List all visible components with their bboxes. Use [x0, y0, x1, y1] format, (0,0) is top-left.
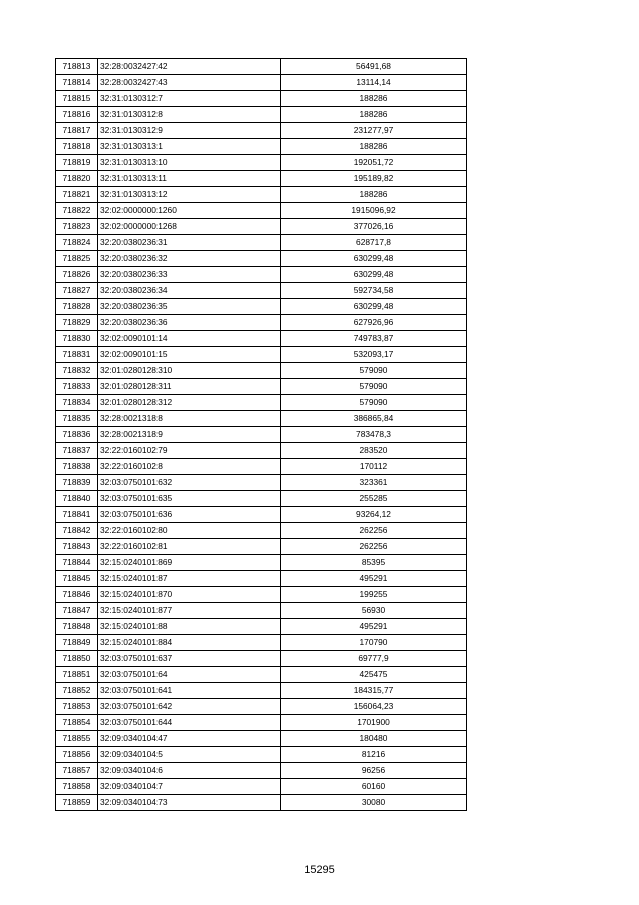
- row-id-cell: 718842: [56, 523, 98, 539]
- row-id-cell: 718814: [56, 75, 98, 91]
- table-row: [56, 379, 467, 395]
- table-row: [56, 523, 467, 539]
- row-id-cell: 718847: [56, 603, 98, 619]
- value-cell: 30080: [281, 795, 467, 811]
- value-cell: 323361: [281, 475, 467, 491]
- value-cell: 255285: [281, 491, 467, 507]
- value-cell: 93264,12: [281, 507, 467, 523]
- row-id-cell: 718836: [56, 427, 98, 443]
- row-id-cell: 718815: [56, 91, 98, 107]
- table-row: [56, 59, 467, 75]
- row-id-cell: 718851: [56, 667, 98, 683]
- value-cell: 184315,77: [281, 683, 467, 699]
- table-row: [56, 491, 467, 507]
- table-row: [56, 603, 467, 619]
- row-id-cell: 718826: [56, 267, 98, 283]
- value-cell: 749783,87: [281, 331, 467, 347]
- cadastral-number-cell: 32:15:0240101:877: [98, 603, 281, 619]
- cadastral-number-cell: 32:09:0340104:7: [98, 779, 281, 795]
- table-row: [56, 283, 467, 299]
- value-cell: 532093,17: [281, 347, 467, 363]
- value-cell: 192051,72: [281, 155, 467, 171]
- row-id-cell: 718816: [56, 107, 98, 123]
- row-id-cell: 718855: [56, 731, 98, 747]
- row-id-cell: 718843: [56, 539, 98, 555]
- row-id-cell: 718849: [56, 635, 98, 651]
- row-id-cell: 718833: [56, 379, 98, 395]
- table-row: [56, 795, 467, 811]
- cadastral-number-cell: 32:03:0750101:642: [98, 699, 281, 715]
- value-cell: 81216: [281, 747, 467, 763]
- table-row: [56, 427, 467, 443]
- cadastral-number-cell: 32:31:0130313:1: [98, 139, 281, 155]
- cadastral-number-cell: 32:03:0750101:637: [98, 651, 281, 667]
- value-cell: 96256: [281, 763, 467, 779]
- cadastral-number-cell: 32:22:0160102:8: [98, 459, 281, 475]
- row-id-cell: 718841: [56, 507, 98, 523]
- cadastral-number-cell: 32:22:0160102:80: [98, 523, 281, 539]
- cadastral-number-cell: 32:20:0380236:34: [98, 283, 281, 299]
- table-row: [56, 667, 467, 683]
- cadastral-number-cell: 32:03:0750101:636: [98, 507, 281, 523]
- value-cell: 199255: [281, 587, 467, 603]
- value-cell: 262256: [281, 523, 467, 539]
- table-row: [56, 187, 467, 203]
- row-id-cell: 718859: [56, 795, 98, 811]
- value-cell: 386865,84: [281, 411, 467, 427]
- row-id-cell: 718844: [56, 555, 98, 571]
- cadastral-number-cell: 32:28:0032427:43: [98, 75, 281, 91]
- table-row: [56, 139, 467, 155]
- cadastral-number-cell: 32:09:0340104:5: [98, 747, 281, 763]
- cadastral-number-cell: 32:31:0130312:7: [98, 91, 281, 107]
- cadastral-number-cell: 32:20:0380236:36: [98, 315, 281, 331]
- value-cell: 1915096,92: [281, 203, 467, 219]
- cadastral-number-cell: 32:22:0160102:79: [98, 443, 281, 459]
- table-row: [56, 203, 467, 219]
- cadastral-number-cell: 32:01:0280128:311: [98, 379, 281, 395]
- value-cell: 495291: [281, 619, 467, 635]
- table-row: [56, 635, 467, 651]
- cadastral-number-cell: 32:09:0340104:6: [98, 763, 281, 779]
- table-row: [56, 267, 467, 283]
- value-cell: 495291: [281, 571, 467, 587]
- table-row: [56, 395, 467, 411]
- table-row: [56, 155, 467, 171]
- table-row: [56, 251, 467, 267]
- row-id-cell: 718850: [56, 651, 98, 667]
- table-row: [56, 411, 467, 427]
- table-body: [56, 59, 467, 811]
- table-row: [56, 715, 467, 731]
- row-id-cell: 718827: [56, 283, 98, 299]
- cadastral-number-cell: 32:03:0750101:632: [98, 475, 281, 491]
- row-id-cell: 718858: [56, 779, 98, 795]
- row-id-cell: 718820: [56, 171, 98, 187]
- table-row: [56, 747, 467, 763]
- cadastral-number-cell: 32:15:0240101:870: [98, 587, 281, 603]
- row-id-cell: 718821: [56, 187, 98, 203]
- value-cell: 231277,97: [281, 123, 467, 139]
- value-cell: 170112: [281, 459, 467, 475]
- value-cell: 188286: [281, 187, 467, 203]
- table-row: [56, 571, 467, 587]
- cadastral-number-cell: 32:15:0240101:884: [98, 635, 281, 651]
- value-cell: 56491,68: [281, 59, 467, 75]
- cadastral-number-cell: 32:31:0130312:9: [98, 123, 281, 139]
- cadastral-number-cell: 32:02:0090101:14: [98, 331, 281, 347]
- row-id-cell: 718828: [56, 299, 98, 315]
- value-cell: 579090: [281, 363, 467, 379]
- table-row: [56, 107, 467, 123]
- row-id-cell: 718823: [56, 219, 98, 235]
- table-row: [56, 91, 467, 107]
- table-row: [56, 555, 467, 571]
- cadastral-number-cell: 32:09:0340104:47: [98, 731, 281, 747]
- cadastral-number-cell: 32:01:0280128:310: [98, 363, 281, 379]
- row-id-cell: 718856: [56, 747, 98, 763]
- table-row: [56, 587, 467, 603]
- value-cell: 579090: [281, 379, 467, 395]
- value-cell: 1701900: [281, 715, 467, 731]
- row-id-cell: 718840: [56, 491, 98, 507]
- cadastral-number-cell: 32:31:0130312:8: [98, 107, 281, 123]
- table-row: [56, 123, 467, 139]
- cadastral-number-cell: 32:28:0032427:42: [98, 59, 281, 75]
- row-id-cell: 718837: [56, 443, 98, 459]
- row-id-cell: 718813: [56, 59, 98, 75]
- cadastral-number-cell: 32:15:0240101:88: [98, 619, 281, 635]
- value-cell: 195189,82: [281, 171, 467, 187]
- row-id-cell: 718831: [56, 347, 98, 363]
- cadastral-number-cell: 32:03:0750101:64: [98, 667, 281, 683]
- row-id-cell: 718829: [56, 315, 98, 331]
- table-row: [56, 219, 467, 235]
- value-cell: 188286: [281, 107, 467, 123]
- row-id-cell: 718839: [56, 475, 98, 491]
- cadastral-number-cell: 32:20:0380236:32: [98, 251, 281, 267]
- table-row: [56, 331, 467, 347]
- row-id-cell: 718824: [56, 235, 98, 251]
- row-id-cell: 718832: [56, 363, 98, 379]
- row-id-cell: 718834: [56, 395, 98, 411]
- table-row: [56, 363, 467, 379]
- table-row: [56, 459, 467, 475]
- table-row: [56, 731, 467, 747]
- cadastral-number-cell: 32:22:0160102:81: [98, 539, 281, 555]
- cadastral-number-cell: 32:15:0240101:869: [98, 555, 281, 571]
- cadastral-number-cell: 32:20:0380236:33: [98, 267, 281, 283]
- row-id-cell: 718845: [56, 571, 98, 587]
- value-cell: 180480: [281, 731, 467, 747]
- row-id-cell: 718819: [56, 155, 98, 171]
- value-cell: 630299,48: [281, 251, 467, 267]
- cadastral-number-cell: 32:20:0380236:35: [98, 299, 281, 315]
- table-row: [56, 699, 467, 715]
- value-cell: 56930: [281, 603, 467, 619]
- row-id-cell: 718825: [56, 251, 98, 267]
- cadastral-number-cell: 32:02:0090101:15: [98, 347, 281, 363]
- value-cell: 188286: [281, 91, 467, 107]
- table-row: [56, 475, 467, 491]
- row-id-cell: 718838: [56, 459, 98, 475]
- row-id-cell: 718830: [56, 331, 98, 347]
- value-cell: 627926,96: [281, 315, 467, 331]
- cadastral-number-cell: 32:01:0280128:312: [98, 395, 281, 411]
- table-row: [56, 779, 467, 795]
- cadastral-number-cell: 32:31:0130313:12: [98, 187, 281, 203]
- value-cell: 592734,58: [281, 283, 467, 299]
- table-row: [56, 651, 467, 667]
- table-row: [56, 299, 467, 315]
- row-id-cell: 718822: [56, 203, 98, 219]
- value-cell: 283520: [281, 443, 467, 459]
- cadastral-number-cell: 32:28:0021318:9: [98, 427, 281, 443]
- value-cell: 170790: [281, 635, 467, 651]
- value-cell: 377026,16: [281, 219, 467, 235]
- value-cell: 628717,8: [281, 235, 467, 251]
- cadastral-number-cell: 32:20:0380236:31: [98, 235, 281, 251]
- row-id-cell: 718854: [56, 715, 98, 731]
- cadastral-number-cell: 32:02:0000000:1260: [98, 203, 281, 219]
- cadastral-number-cell: 32:31:0130313:10: [98, 155, 281, 171]
- table-row: [56, 235, 467, 251]
- value-cell: 630299,48: [281, 267, 467, 283]
- cadastral-number-cell: 32:15:0240101:87: [98, 571, 281, 587]
- value-cell: 13114,14: [281, 75, 467, 91]
- table-row: [56, 347, 467, 363]
- table-row: [56, 539, 467, 555]
- row-id-cell: 718818: [56, 139, 98, 155]
- value-cell: 156064,23: [281, 699, 467, 715]
- value-cell: 425475: [281, 667, 467, 683]
- table-row: [56, 171, 467, 187]
- cadastral-number-cell: 32:28:0021318:8: [98, 411, 281, 427]
- table-row: [56, 619, 467, 635]
- cadastral-number-cell: 32:03:0750101:644: [98, 715, 281, 731]
- data-table: [55, 58, 467, 811]
- row-id-cell: 718852: [56, 683, 98, 699]
- value-cell: 262256: [281, 539, 467, 555]
- value-cell: 579090: [281, 395, 467, 411]
- cadastral-number-cell: 32:09:0340104:73: [98, 795, 281, 811]
- row-id-cell: 718857: [56, 763, 98, 779]
- value-cell: 630299,48: [281, 299, 467, 315]
- cadastral-number-cell: 32:03:0750101:641: [98, 683, 281, 699]
- value-cell: 69777,9: [281, 651, 467, 667]
- value-cell: 783478,3: [281, 427, 467, 443]
- row-id-cell: 718853: [56, 699, 98, 715]
- value-cell: 188286: [281, 139, 467, 155]
- table-row: [56, 443, 467, 459]
- value-cell: 60160: [281, 779, 467, 795]
- table-row: [56, 75, 467, 91]
- row-id-cell: 718846: [56, 587, 98, 603]
- cadastral-number-cell: 32:31:0130313:11: [98, 171, 281, 187]
- page-number: 15295: [304, 864, 335, 876]
- table-row: [56, 315, 467, 331]
- cadastral-number-cell: 32:02:0000000:1268: [98, 219, 281, 235]
- cadastral-number-cell: 32:03:0750101:635: [98, 491, 281, 507]
- table-row: [56, 683, 467, 699]
- row-id-cell: 718848: [56, 619, 98, 635]
- value-cell: 85395: [281, 555, 467, 571]
- table-row: [56, 507, 467, 523]
- table-row: [56, 763, 467, 779]
- row-id-cell: 718835: [56, 411, 98, 427]
- row-id-cell: 718817: [56, 123, 98, 139]
